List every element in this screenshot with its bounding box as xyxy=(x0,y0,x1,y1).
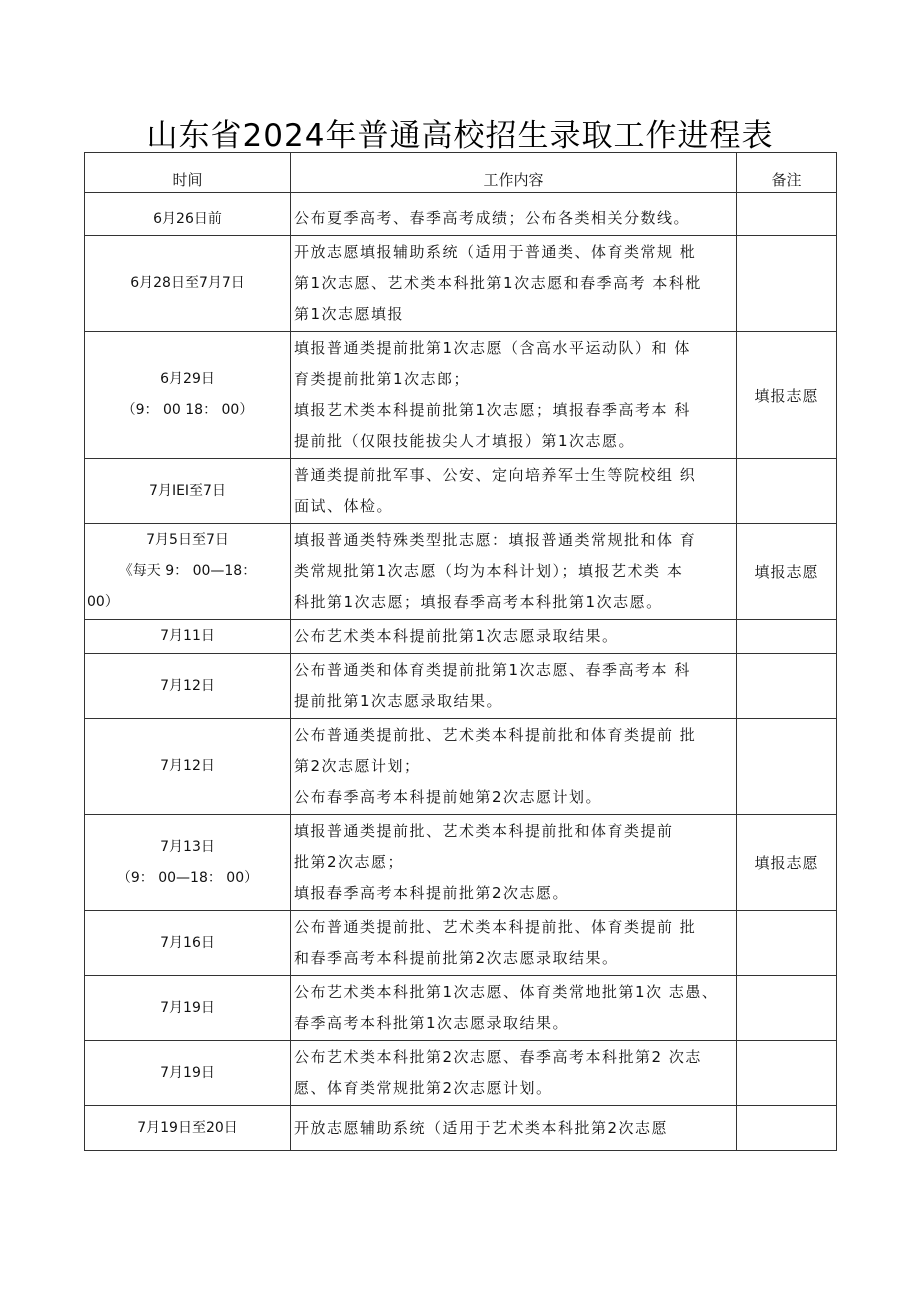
table-row xyxy=(85,719,837,815)
table-row xyxy=(85,236,837,332)
time-line: 7月11日 xyxy=(160,628,215,644)
content-line: 填报普通类特殊类型批志愿：填报普通类常规批和体 育 xyxy=(294,531,697,549)
time-line: 7月19日 xyxy=(160,999,215,1016)
note-cell xyxy=(737,911,837,976)
time-cell xyxy=(85,193,291,236)
content-cell xyxy=(291,332,737,459)
content-cell xyxy=(291,976,737,1041)
table-row xyxy=(85,1041,837,1106)
content-line: 公布春季高考本科提前她第2次志愿计划。 xyxy=(294,788,603,806)
note-cell xyxy=(737,976,837,1041)
page-title: 山东省2024年普通高校招生录取工作进程表 xyxy=(146,118,774,154)
note-cell xyxy=(737,620,837,654)
note-cell xyxy=(737,236,837,332)
note-cell xyxy=(737,459,837,524)
note-cell xyxy=(737,654,837,719)
content-line: 科批第1次志愿；填报春季高考本科批第1次志愿。 xyxy=(294,593,663,611)
time-cell xyxy=(85,524,291,620)
note-cell: 填报志愿 xyxy=(737,524,837,620)
content-line: 公布艺术类本科批第1次志愿、体育类常地批第1次 志愚、 xyxy=(294,983,719,1001)
note-cell xyxy=(737,193,837,236)
table-row xyxy=(85,332,837,459)
content-line: 公布普通类和体育类提前批第1次志愿、春季高考本 科 xyxy=(294,661,691,679)
note-cell xyxy=(737,719,837,815)
content-line: 公布夏季高考、春季高考成绩；公布各类相关分数线。 xyxy=(294,209,691,227)
table-row xyxy=(85,620,837,654)
time-line: 7月12日 xyxy=(160,758,215,774)
content-line: 开放志愿辅助系统（适用于艺术类本科批第2次志愿 xyxy=(294,1118,669,1137)
content-cell xyxy=(291,815,737,911)
time-line: 00） xyxy=(87,594,119,610)
content-line: 填报普通类提前批第1次志愿（含高水平运动队）和 体 xyxy=(294,339,691,357)
content-cell xyxy=(291,459,737,524)
table-row xyxy=(85,193,837,236)
content-cell xyxy=(291,620,737,654)
content-cell xyxy=(291,719,737,815)
time-line: 7月16日 xyxy=(160,934,215,951)
content-line: 批第2次志愿； xyxy=(294,853,405,871)
header-content: 工作内容 xyxy=(291,153,737,193)
header-row xyxy=(85,153,837,193)
content-line: 填报春季高考本科提前批第2次志愿。 xyxy=(294,884,570,902)
time-line: 6月26日前 xyxy=(153,211,222,227)
header-time: 时间 xyxy=(85,153,291,193)
time-line: 《每天 9： 00—18： xyxy=(118,563,257,579)
note-cell: 填报志愿 xyxy=(737,815,837,911)
content-line: 公布普通类提前批、艺术类本科提前批、体育类提前 批 xyxy=(294,918,697,936)
content-line: 填报普通类提前批、艺术类本科提前批和体育类提前 xyxy=(294,822,674,840)
note-cell: 填报志愿 xyxy=(737,332,837,459)
table-row xyxy=(85,524,837,620)
time-cell xyxy=(85,1041,291,1106)
time-cell xyxy=(85,332,291,459)
content-line: 提前批第1次志愿录取结果。 xyxy=(294,692,504,710)
time-cell xyxy=(85,620,291,654)
content-cell xyxy=(291,524,737,620)
time-cell xyxy=(85,719,291,815)
note-cell xyxy=(737,1041,837,1106)
content-cell xyxy=(291,236,737,332)
content-line: 第2次志愿计划； xyxy=(294,757,421,775)
table-row xyxy=(85,815,837,911)
content-line: 愿、体育类常规批第2次志愿计划。 xyxy=(294,1079,553,1097)
content-cell xyxy=(291,1041,737,1106)
content-line: 普通类提前批军事、公安、定向培养军士生等院校组 织 xyxy=(294,466,697,484)
time-line: 7月IEI至7日 xyxy=(149,482,226,499)
content-line: 春季高考本科批第1次志愿录取结果。 xyxy=(294,1014,570,1032)
table-row xyxy=(85,911,837,976)
table-row xyxy=(85,459,837,524)
time-line: 7月13日 xyxy=(160,838,215,855)
content-cell xyxy=(291,654,737,719)
content-line: 类常规批第1次志愿（均为本科计划）；填报艺术类 本 xyxy=(294,562,684,580)
time-cell xyxy=(85,815,291,911)
content-line: 公布普通类提前批、艺术类本科提前批和体育类提前 批 xyxy=(294,726,697,744)
time-line: 7月19日 xyxy=(160,1064,215,1081)
time-line: 6月28日至7月7日 xyxy=(130,275,245,291)
content-line: 填报艺术类本科提前批第1次志愿；填报春季高考本 科 xyxy=(294,401,691,419)
content-line: 面试、体检。 xyxy=(294,497,394,515)
table-row xyxy=(85,1106,837,1151)
content-line: 第1次志愿、艺术类本科批第1次志愿和春季高考 本科枇 xyxy=(294,274,702,292)
time-line: 7月12日 xyxy=(160,677,215,694)
time-cell xyxy=(85,911,291,976)
time-cell xyxy=(85,654,291,719)
content-line: 提前批（仅限技能拔尖人才填报）第1次志愿。 xyxy=(294,432,636,450)
content-cell xyxy=(291,911,737,976)
time-line: 7月19日至20日 xyxy=(137,1119,238,1136)
time-cell xyxy=(85,976,291,1041)
time-cell xyxy=(85,236,291,332)
time-line: （9： 00 18： 00） xyxy=(121,402,254,418)
time-line: （9： 00—18： 00） xyxy=(116,869,259,886)
time-cell xyxy=(85,1106,291,1151)
table-row xyxy=(85,976,837,1041)
schedule-table xyxy=(84,152,837,1151)
content-line: 公布艺术类本科批第2次志愿、春季高考本科批第2 次志 xyxy=(294,1048,702,1066)
content-cell xyxy=(291,193,737,236)
header-note: 备注 xyxy=(737,153,837,193)
table-row xyxy=(85,654,837,719)
note-cell xyxy=(737,1106,837,1151)
content-line: 开放志愿填报辅助系统（适用于普通类、体育类常规 枇 xyxy=(294,243,697,261)
content-line: 育类提前批第1次志郎； xyxy=(294,370,471,388)
content-line: 公布艺术类本科提前批第1次志愿录取结果。 xyxy=(294,627,619,645)
time-line: 6月29日 xyxy=(160,371,215,387)
content-line: 和春季高考本科提前批第2次志愿录取结果。 xyxy=(294,949,619,967)
content-cell xyxy=(291,1106,737,1151)
content-line: 第1次志愿填报 xyxy=(294,305,405,323)
time-line: 7月5日至7日 xyxy=(146,532,229,548)
time-cell xyxy=(85,459,291,524)
